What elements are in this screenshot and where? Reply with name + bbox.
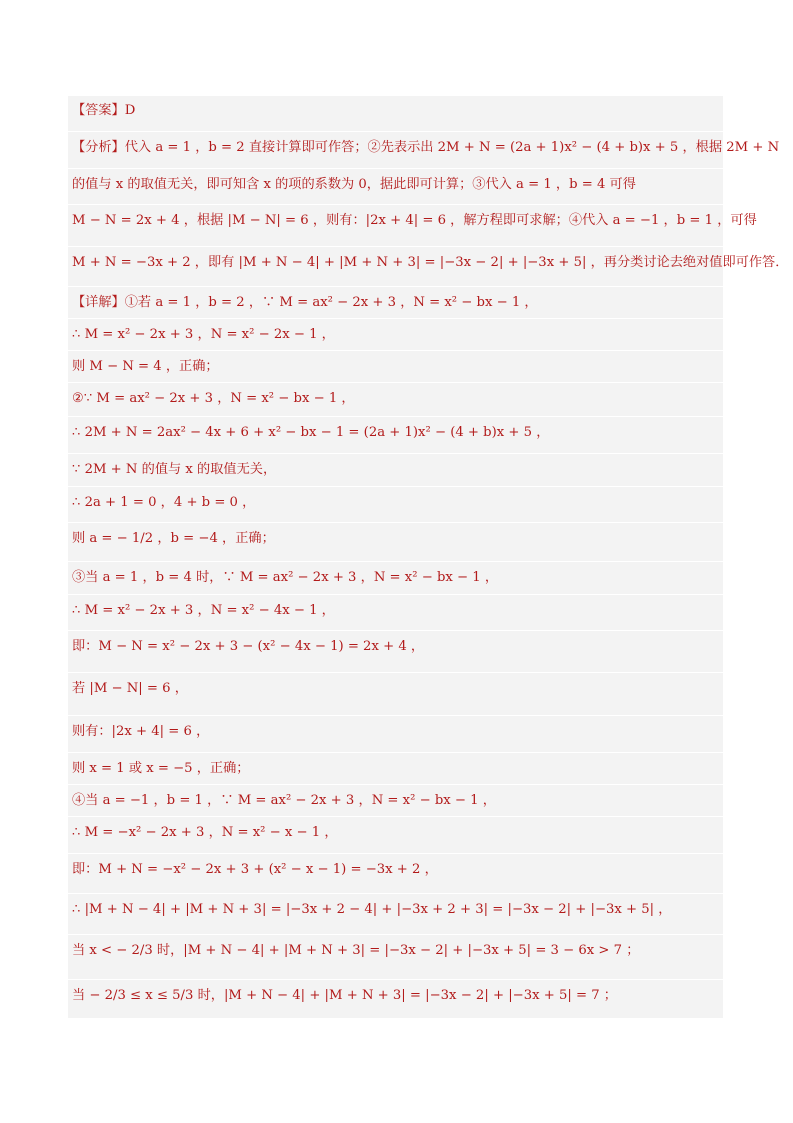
solution-line	[72, 569, 498, 587]
solution-line	[72, 326, 335, 344]
line-text: 当 x < − 2/3 时，|M + N − 4| + |M + N + 3| = |−3x − 2| + |−3x + 5| = 3 − 6x > 7 ；	[72, 943, 640, 958]
line-text: 即：M − N = x² − 2x + 3 − (x² − 4x − 1) = 2x + 4 ，	[72, 639, 425, 654]
solution-line	[72, 294, 538, 312]
line-divider	[68, 382, 723, 383]
line-text: M + N = −3x + 2 ，即有 |M + N − 4| + |M + N + 3| = |−3x − 2| + |−3x + 5| ，再分类讨论去绝对值即可作答．	[72, 255, 789, 270]
line-divider	[68, 784, 723, 785]
line-divider	[68, 416, 723, 417]
line-text: ∴ M = −x² − 2x + 3 ，N = x² − x − 1 ，	[72, 825, 338, 840]
solution-line	[72, 212, 757, 230]
line-text: ∴ M = x² − 2x + 3 ，N = x² − 2x − 1 ，	[72, 327, 335, 342]
line-divider	[68, 853, 723, 854]
line-divider	[68, 168, 723, 169]
line-text: 则 M − N = 4 ，正确；	[72, 359, 219, 374]
line-divider	[68, 131, 723, 132]
solution-line	[72, 901, 672, 919]
line-divider	[68, 204, 723, 205]
line-text: 即：M + N = −x² − 2x + 3 + (x² − x − 1) = −3x + 2 ，	[72, 862, 438, 877]
line-divider	[68, 561, 723, 562]
line-divider	[68, 453, 723, 454]
line-text: ∴ |M + N − 4| + |M + N + 3| = |−3x + 2 − 4| + |−3x + 2 + 3| = |−3x − 2| + |−3x + 5| ，	[72, 902, 672, 917]
line-text: ∴ 2M + N = 2ax² − 4x + 6 + x² − bx − 1 = (2a + 1)x² − (4 + b)x + 5 ，	[72, 425, 550, 440]
line-divider	[68, 350, 723, 351]
line-divider	[68, 672, 723, 673]
solution-line	[72, 723, 209, 741]
line-text: ∴ M = x² − 2x + 3 ，N = x² − 4x − 1 ，	[72, 603, 335, 618]
line-text: 则有：|2x + 4| = 6 ，	[72, 724, 210, 739]
line-divider	[68, 752, 723, 753]
solution-line	[72, 824, 338, 842]
line-text: 若 |M − N| = 6 ，	[72, 681, 188, 696]
solution-line	[72, 530, 275, 548]
line-divider	[68, 630, 723, 631]
solution-line	[72, 139, 779, 157]
solution-line	[72, 390, 355, 408]
solution-line	[72, 424, 549, 442]
line-text: ①若 a = 1 ，b = 2 ，∵ M = ax² − 2x + 3 ，N = x² − bx − 1 ，	[124, 295, 538, 310]
line-divider	[68, 934, 723, 935]
line-text: ②∵ M = ax² − 2x + 3 ，N = x² − bx − 1 ，	[72, 391, 355, 406]
solution-line	[72, 461, 276, 479]
line-text: M − N = 2x + 4 ，根据 |M − N| = 6 ，则有：|2x + 4| = 6 ，解方程即可求解；④代入 a = −1 ，b = 1 ，可得	[72, 213, 757, 228]
section-label: 【分析】	[72, 140, 125, 155]
line-divider	[68, 816, 723, 817]
line-text: D	[124, 103, 136, 118]
solution-panel	[68, 96, 723, 1018]
line-text: 则 x = 1 或 x = −5 ，正确；	[72, 761, 250, 776]
line-divider	[68, 979, 723, 980]
line-divider	[68, 486, 723, 487]
solution-line	[72, 102, 135, 120]
line-divider	[68, 522, 723, 523]
solution-line	[72, 254, 788, 272]
line-divider	[68, 286, 723, 287]
solution-line	[72, 602, 335, 620]
solution-line	[72, 861, 438, 879]
line-text: 当 − 2/3 ≤ x ≤ 5/3 时，|M + N − 4| + |M + N + 3| = |−3x − 2| + |−3x + 5| = 7 ；	[72, 988, 617, 1003]
line-divider	[68, 715, 723, 716]
section-label: 【答案】	[72, 103, 125, 118]
line-divider	[68, 594, 723, 595]
solution-line	[72, 792, 496, 810]
line-text: ∴ 2a + 1 = 0 ，4 + b = 0 ，	[72, 495, 256, 510]
line-text: 代入 a = 1 ，b = 2 直接计算即可作答；②先表示出 2M + N = (2a + 1)x² − (4 + b)x + 5 ，根据 2M + N	[124, 140, 780, 155]
solution-line	[72, 680, 188, 698]
line-text: ③当 a = 1 ，b = 4 时，∵ M = ax² − 2x + 3 ，N = x² − bx − 1 ，	[72, 570, 499, 585]
solution-line	[72, 176, 636, 194]
solution-line	[72, 987, 617, 1005]
solution-line	[72, 358, 219, 376]
section-label: 【详解】	[72, 295, 125, 310]
line-text: 则 a = − 1/2 ，b = −4 ，正确；	[72, 531, 275, 546]
line-divider	[68, 246, 723, 247]
line-text: ∵ 2M + N 的值与 x 的取值无关，	[72, 462, 277, 477]
line-text: 的值与 x 的取值无关，即可知含 x 的项的系数为 0，据此即可计算；③代入 a = 1 ，b = 4 可得	[72, 177, 636, 192]
solution-line	[72, 760, 249, 778]
solution-line	[72, 494, 255, 512]
line-text: ④当 a = −1 ，b = 1 ，∵ M = ax² − 2x + 3 ，N = x² − bx − 1 ，	[72, 793, 496, 808]
solution-line	[72, 942, 639, 960]
solution-line	[72, 638, 424, 656]
line-divider	[68, 893, 723, 894]
line-divider	[68, 318, 723, 319]
